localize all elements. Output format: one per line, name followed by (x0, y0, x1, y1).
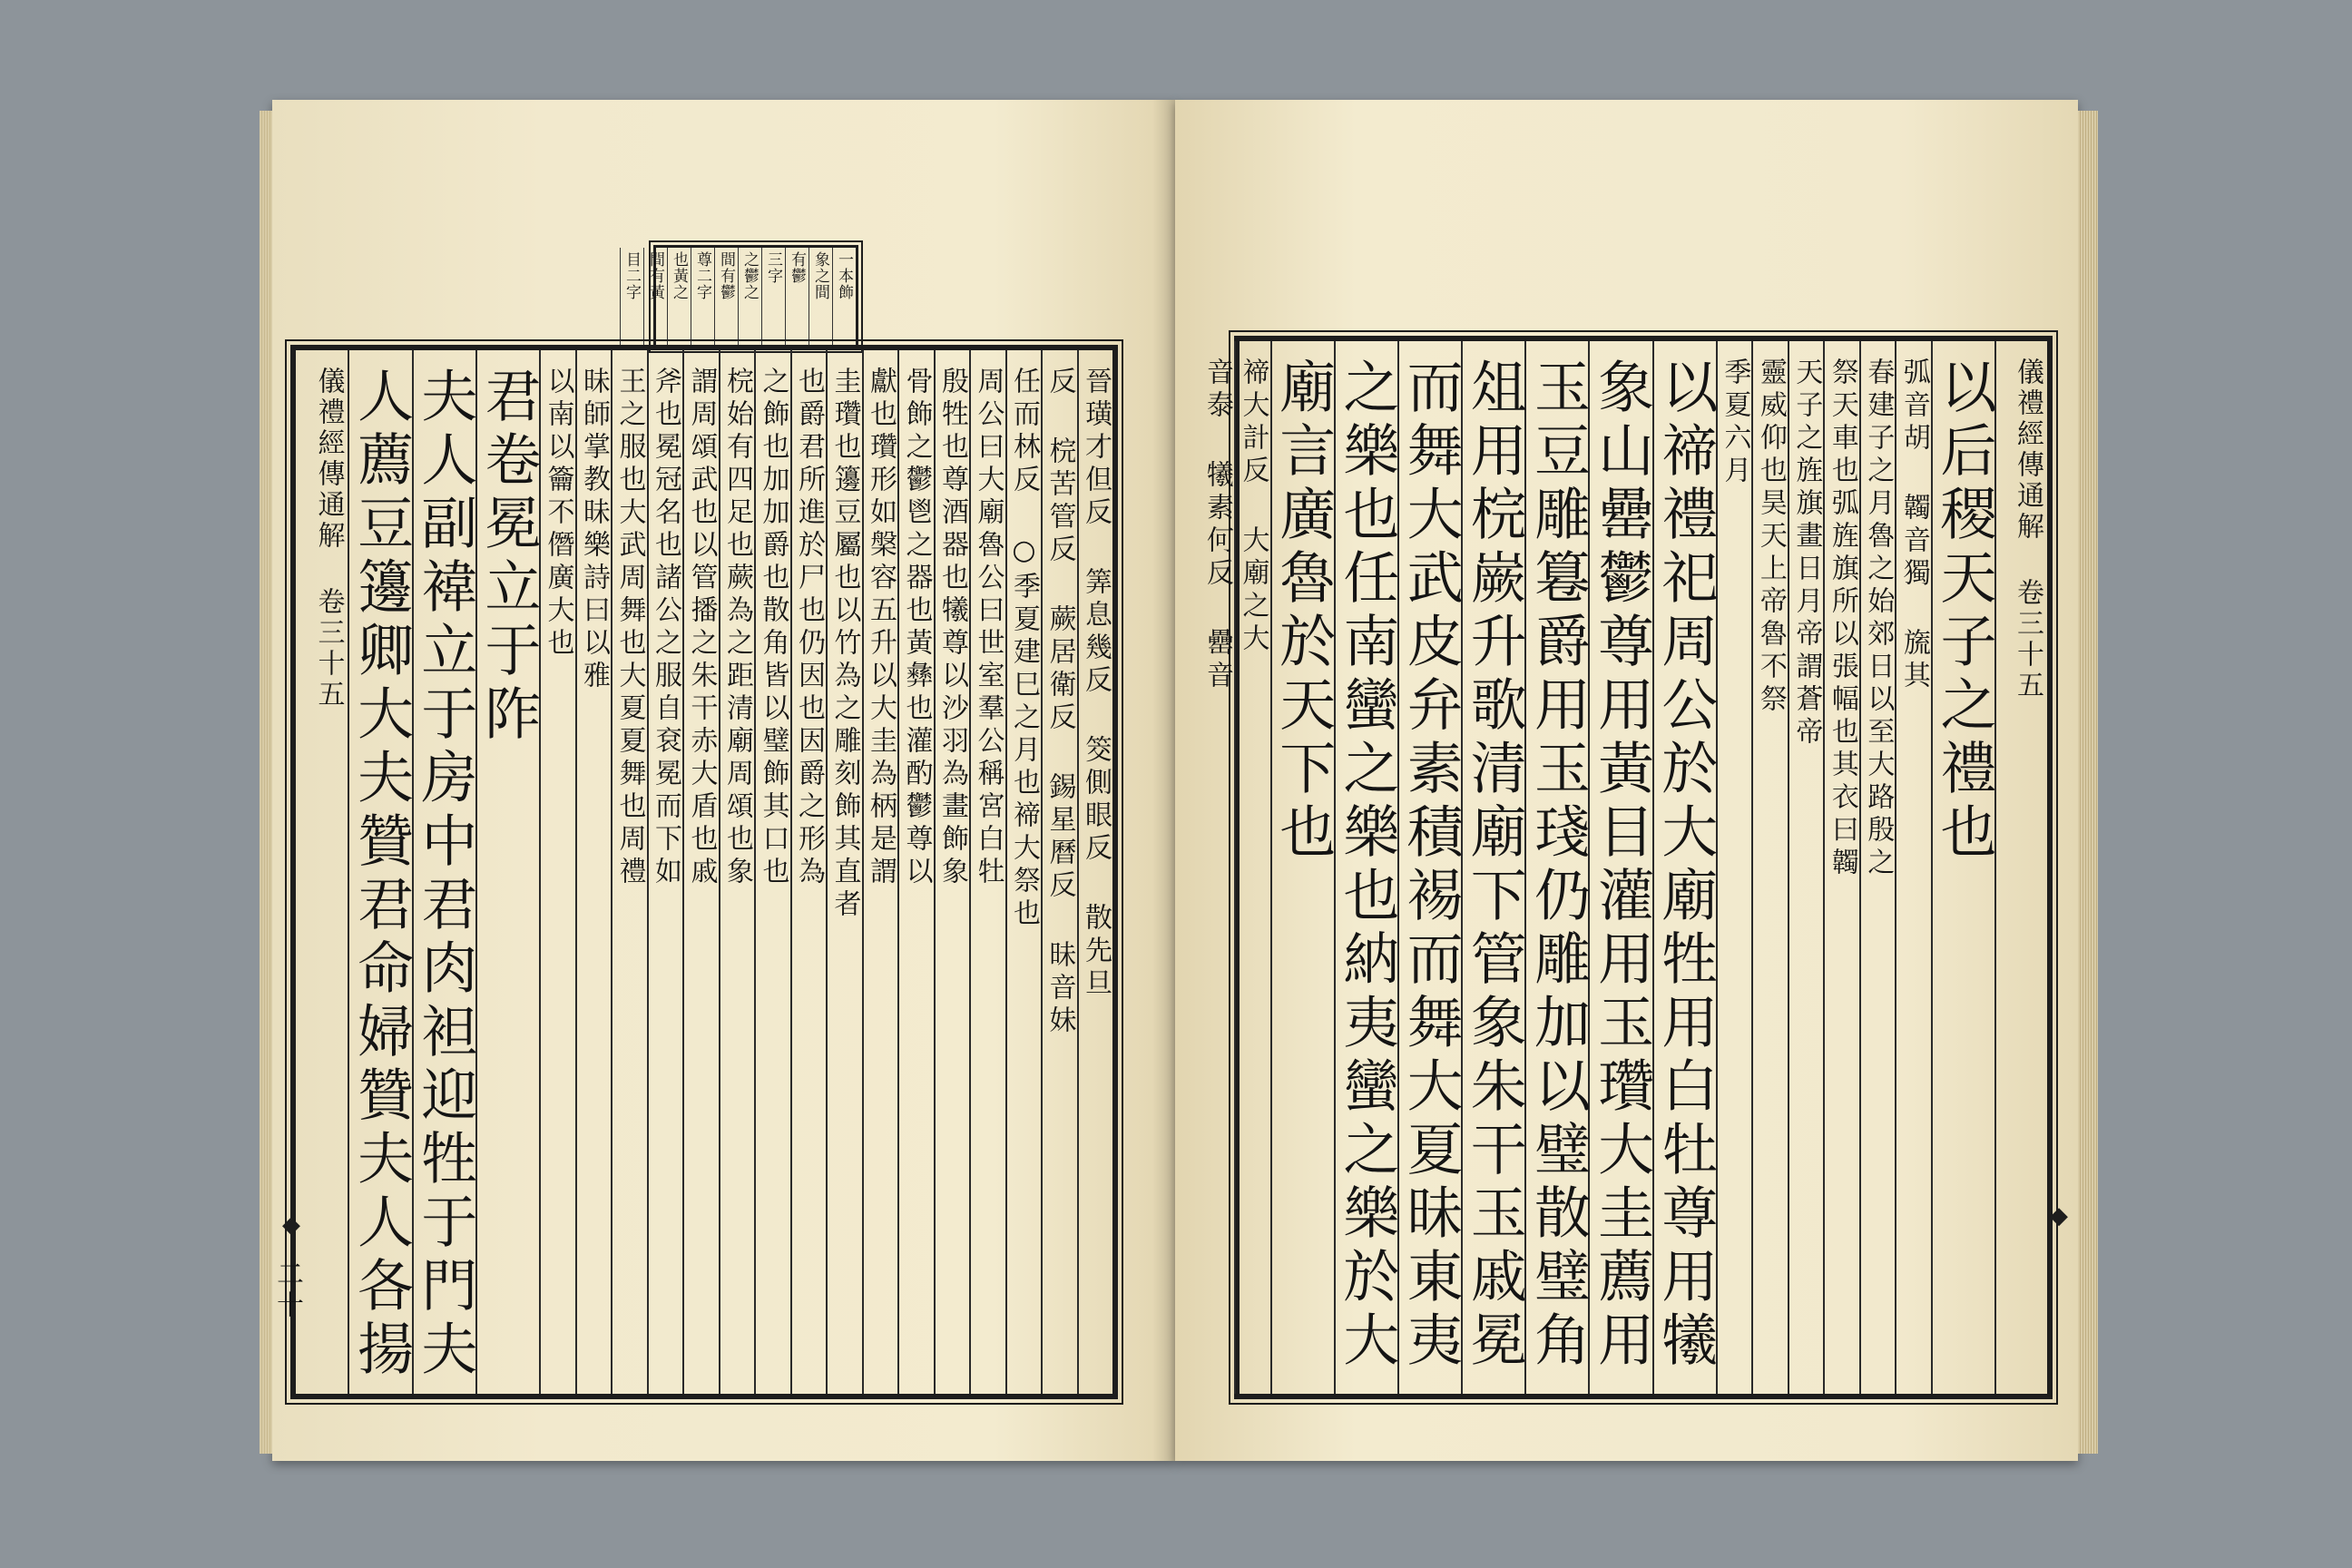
main-text-column: 玉豆雕篹爵用玉琖仍雕加以璧散璧角 (1524, 341, 1588, 1394)
main-text-column: 以禘禮祀周公於大廟牲用白牡尊用犧 (1652, 341, 1716, 1394)
right-text-frame (1201, 336, 2053, 1399)
commentary-column: 謂周頌武也以管播之朱干赤大盾也戚 (682, 350, 719, 1394)
page-edges-right (2078, 111, 2098, 1454)
main-text-column: 廟言廣魯於天下也 (1270, 341, 1334, 1394)
commentary-column: 春建子之月魯之始郊日以至大路殷之 (1859, 341, 1896, 1394)
commentary-column: 殷牲也尊酒器也犧尊以沙羽為畫飾象 (934, 350, 970, 1394)
headnote-column: 目二字 (620, 248, 643, 346)
commentary-column: 祭天車也弧旌旗所以張幅也其衣曰韣 (1823, 341, 1859, 1394)
main-text-column: 象山罍鬱尊用黃目灌用玉瓚大圭薦用 (1588, 341, 1651, 1394)
commentary-column: 弧音胡 韣音獨 旒其 (1895, 341, 1931, 1394)
open-book (272, 100, 2078, 1461)
headnote-box (622, 245, 858, 348)
headnote-column: 尊二字 (691, 248, 714, 346)
commentary-column: 音泰 犧素何反 罍音 (1201, 358, 1233, 693)
fish-tail-mark-icon: ◆ (2050, 1202, 2068, 1230)
page-number: 二十 (271, 1259, 303, 1321)
left-page (272, 100, 1175, 1461)
margin-title: 儀禮經傳通解 卷三十五 (312, 367, 345, 710)
main-text-column: 以后稷天子之禮也 (1931, 341, 1994, 1394)
commentary-column: 獻也瓚形如槃容五升以大圭為柄是謂 (862, 350, 898, 1394)
commentary-column: 周公曰大廟魯公曰世室羣公稱宮白牡 (969, 350, 1005, 1394)
headnote-column: 象之間 (808, 248, 832, 346)
margin-title: 儀禮經傳通解 卷三十五 (1994, 341, 2047, 1394)
commentary-column: 之飾也加加爵也散角皆以璧飾其口也 (754, 350, 790, 1394)
main-text-column: 人薦豆籩卿大夫贊君命婦贊夫人各揚 (348, 350, 411, 1394)
commentary-column: 天子之旌旗畫日月帝謂蒼帝 (1788, 341, 1824, 1394)
commentary-column: 禘大計反 大廟之大 (1234, 341, 1270, 1394)
commentary-column: 王之服也大武周舞也大夏夏舞也周禮 (611, 350, 647, 1394)
commentary-column: 昧師掌教昧樂詩曰以雅 (575, 350, 612, 1394)
commentary-column: 斧也冕冠名也諸公之服自袞冕而下如 (647, 350, 683, 1394)
main-text-column: 而舞大武皮弁素積裼而舞大夏昧東夷 (1397, 341, 1461, 1394)
commentary-column: 也爵君所進於尸也仍因也因爵之形為 (790, 350, 827, 1394)
commentary-column: 以南以籥不僭廣大也 (539, 350, 575, 1394)
commentary-column: 梡始有四足也蕨為之距清廟周頌也象 (719, 350, 755, 1394)
right-page (1175, 100, 2078, 1461)
headnote-column: 也黃之 (667, 248, 691, 346)
main-text-column: 夫人副褘立于房中君肉袒迎牲于門夫 (412, 350, 475, 1394)
headnote-column: 之鬱之 (738, 248, 761, 346)
headnote-column: 間有黃 (643, 248, 667, 346)
commentary-column: 反 梡苦管反 蕨居衛反 錫星曆反 昧音妹 (1041, 350, 1077, 1394)
headnote-column: 有鬱 (785, 248, 808, 346)
headnote-column: 間有鬱 (714, 248, 738, 346)
headnote-column: 一本飾 (832, 248, 856, 346)
main-text-column: 俎用梡嶡升歌清廟下管象朱干玉戚冕 (1461, 341, 1524, 1394)
commentary-column: 任而林反 ○季夏建巳之月也禘大祭也 (1005, 350, 1042, 1394)
main-text-column: 君卷冕立于阼 (475, 350, 539, 1394)
fish-tail-mark-icon: ◆ (282, 1211, 300, 1239)
commentary-column: 骨飾之鬱鬯之器也黃彝也灌酌鬱尊以 (897, 350, 934, 1394)
commentary-column: 靈威仰也昊天上帝魯不祭 (1751, 341, 1788, 1394)
main-text-column: 之樂也任南蠻之樂也納夷蠻之樂於大 (1334, 341, 1397, 1394)
left-text-frame (290, 345, 1118, 1399)
commentary-column: 圭瓚也籩豆屬也以竹為之雕刻飾其直者 (826, 350, 862, 1394)
commentary-column: 晉璜才但反 筭息幾反 筊側眼反 散先旦 (1077, 350, 1113, 1394)
headnote-column: 三字 (761, 248, 785, 346)
commentary-column: 季夏六月 (1716, 341, 1752, 1394)
